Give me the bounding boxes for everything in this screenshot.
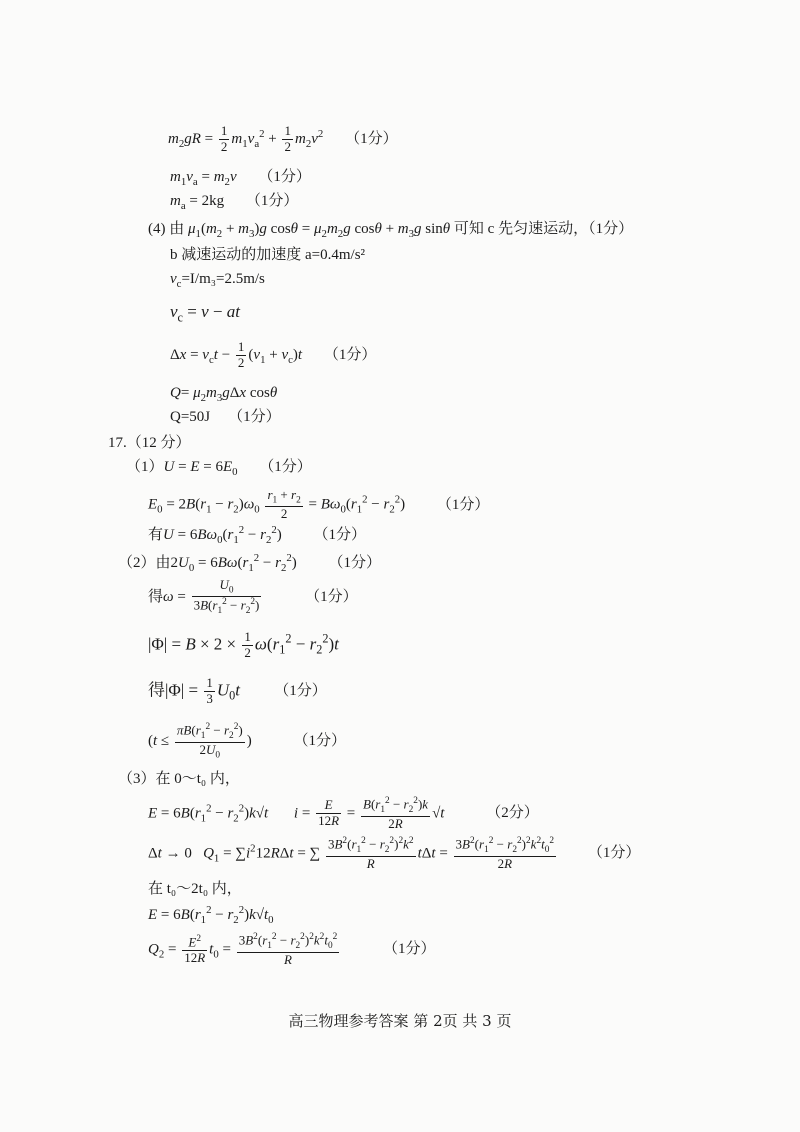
page-footer: 高三物理参考答案 第 2页 共 3 页 bbox=[288, 1012, 512, 1030]
eq-dx: $\Delta x = v_ct$ − $\frac{1}{2}$ $(v_1 + v_c)t$ （1分） bbox=[170, 339, 377, 370]
q17-part3: （3）在 0～t₀ 内， bbox=[118, 771, 240, 787]
eq-energy: $m_2gR$ = $\frac{1}{2}$ $m_1v_a^2$ + $\frac{1}{2}$ $m_2v^2$ （1分） bbox=[168, 123, 398, 154]
score: （1分） bbox=[436, 496, 490, 513]
score: （1分） bbox=[293, 732, 346, 749]
eq-t-range: (t ≤ $\frac{\pi B(r_1^2 - r_2^2)}{2U_0}$ ) （1分） bbox=[148, 722, 346, 761]
score: （1分） bbox=[587, 845, 641, 862]
eq-q2: $Q_2$ = $\frac{E^2}{12R}$ $t_0$ = $\frac{3B^2(r_1^2 - r_2^2)^2k^2t_0^2}{R}$ （1分） bbox=[148, 932, 436, 967]
score: （1分） bbox=[313, 527, 367, 543]
score: （1分） bbox=[274, 683, 327, 700]
score: （1分） bbox=[345, 130, 398, 147]
part4-line2: b 减速运动的加速度 a=0.4m/s² bbox=[170, 247, 366, 263]
eq-mass: $m_a = 2kg$ （1分） bbox=[170, 193, 299, 212]
score: （1分） bbox=[588, 221, 634, 237]
part4-line1: (4) 由 $\mu_1(m_2 + m_3)g$ $\cos\theta = \mu_2m_2g$ $\cos\theta + m_3g$ sinθ 可知 c 先匀速运动，（1分） bbox=[148, 221, 634, 240]
eq-e0: $E_0 = 2B(r_1 - r_2)\omega_0$ $\frac{r_1 + r_2}{2}$ = $B\omega_0(r_1^2 - r_2^2)$ （1分） bbox=[148, 487, 490, 522]
eq-flux-result: 得|Φ| = $\frac{1}{3}$ $U_0t$ （1分） bbox=[148, 675, 327, 706]
q17-part1: $(1)U = E = 6E_0$ （1分） bbox=[126, 459, 312, 478]
score: （1分） bbox=[258, 169, 311, 185]
score: （1分） bbox=[383, 941, 436, 958]
q17-part2: （2）由$2U_0 = 6B\omega(r_1^2 - r_2^2)$ （1分） bbox=[118, 552, 382, 574]
part4-prefix: (4) 由 bbox=[148, 221, 185, 237]
score: （1分） bbox=[328, 555, 382, 571]
q17-header: 17.（12 分） bbox=[108, 435, 191, 451]
score: （1分） bbox=[323, 346, 377, 363]
eq-q1: Δt → 0 $Q_1 = \sum i^212R\Delta t$ = ∑ $\frac{3B^2(r_1^2 - r_2^2)^2k^2}{R}$ tΔt = $\frac{3B^2(r_1^2 - r_2^2)^2k^2t_0^2}{2R}$ （1分） bbox=[148, 836, 641, 871]
score: （1分） bbox=[305, 588, 358, 605]
score: （2分） bbox=[486, 805, 539, 822]
eq-u: 有$U = 6B\omega_0(r_1^2 - r_2^2)$ （1分） bbox=[148, 524, 367, 546]
eq-q-final: Q=50J （1分） bbox=[170, 409, 281, 425]
eq-e2: $E = 6B(r_1^2 - r_2^2)k√t_0$ bbox=[148, 904, 274, 926]
eq-omega: 得ω = $\frac{U_0}{3B(r_1^2 - r_2^2)}$ （1分） bbox=[148, 577, 358, 617]
score: （1分） bbox=[245, 193, 299, 209]
eq-vc: $v_c = v$ − at bbox=[170, 302, 240, 325]
part4-mid: 可知 c 先匀速运动， bbox=[453, 221, 589, 237]
eq-flux: |Φ| = B × 2 × $\frac{1}{2}$ $\omega(r_1^2 - r_2^2)t$ bbox=[148, 629, 339, 660]
eq-q: $Q= \mu_2m_3g\Delta x$ cosθ bbox=[170, 385, 278, 404]
eq-momentum: $m_1v_a = m_2v$ （1分） bbox=[170, 169, 311, 188]
interval-2: 在 t₀～2t₀ 内， bbox=[148, 881, 242, 897]
eq-e-i: $E = 6B(r_1^2 - r_2^2)k√t$ i = $\frac{E}{12R}$ = $\frac{B(r_1^2 - r_2^2)k}{2R}$ √t （2分） bbox=[148, 796, 539, 831]
score: （1分） bbox=[259, 459, 312, 475]
score: （1分） bbox=[228, 409, 281, 425]
part4-line3: $v_c=I/m_3=2.5m/s$ bbox=[170, 271, 265, 290]
